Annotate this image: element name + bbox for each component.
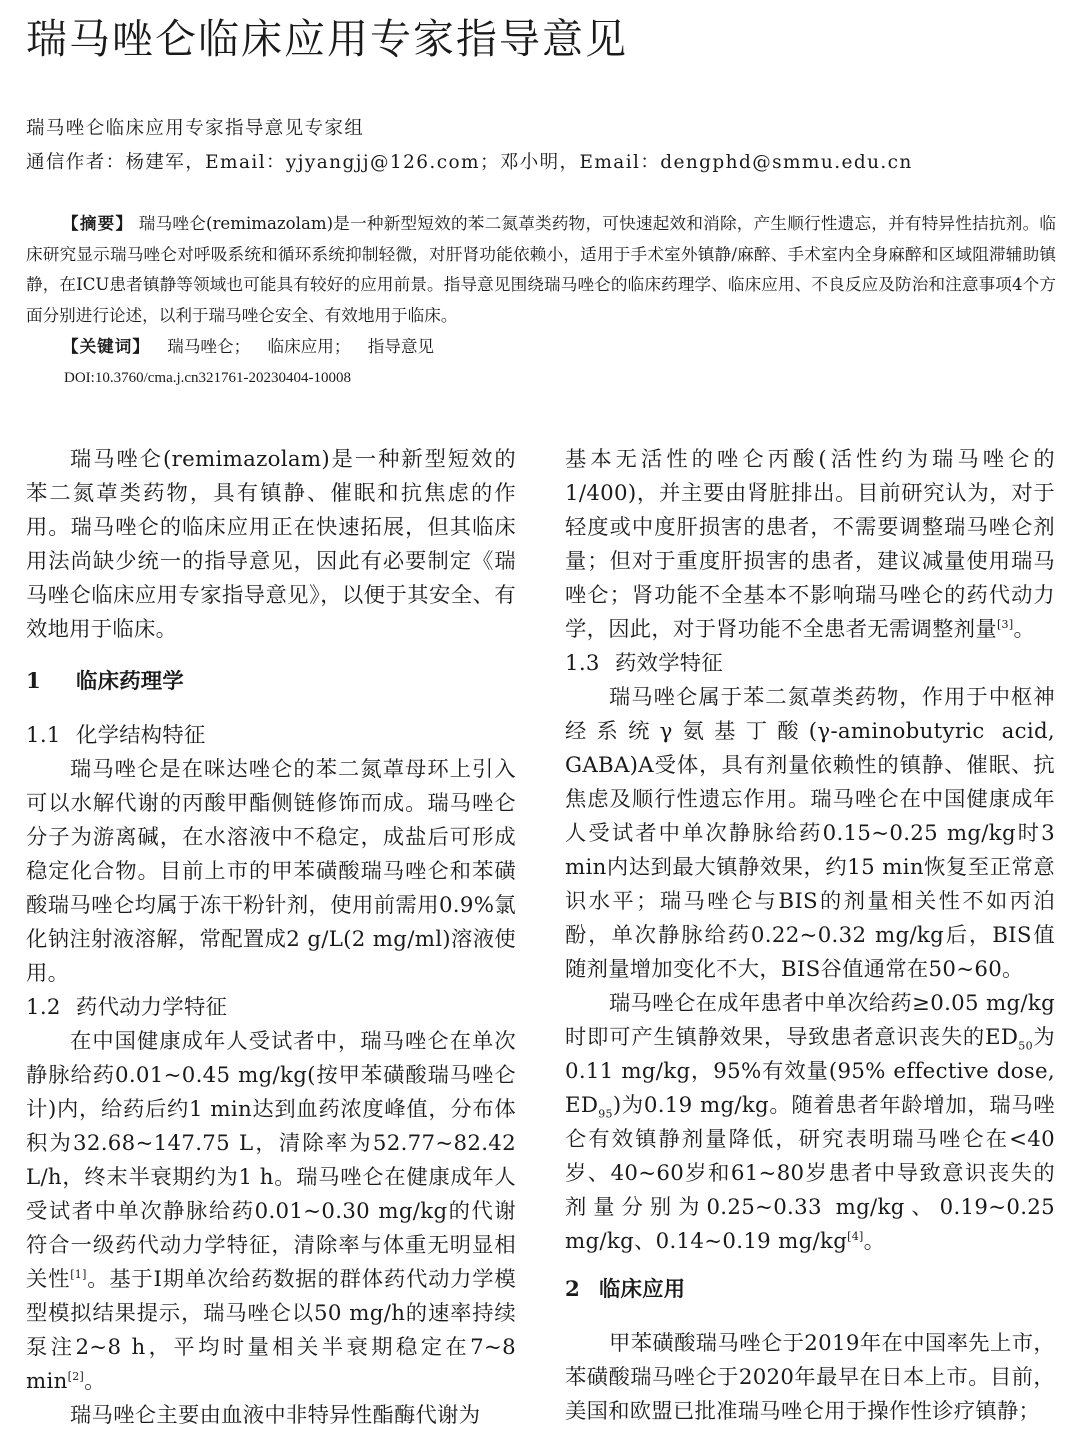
subsection-title: 药效学特征 <box>615 651 723 676</box>
citation-ref[interactable]: [1] <box>70 1267 87 1281</box>
paragraph-1-2-continued: 瑞马唑仑主要由血液中非特异性酯酶代谢为 <box>70 1403 481 1428</box>
intro-paragraph: 瑞马唑仑(remimazolam)是一种新型短效的苯二氮䓬类药物，具有镇静、催眠和抗焦虑的作用。瑞马唑仑的临床应用正在快速拓展，但其临床用法尚缺少统一的指导意见，因此有必要制定《瑞马唑仑临床应用专家指导意见》，以便于其安全、有效地用于临床。 <box>26 447 516 642</box>
paragraph-1-3-a: 瑞马唑仑属于苯二氮䓬类药物，作用于中枢神经系统γ氨基丁酸(γ-aminobutyric acid, GABA)A受体，具有剂量依赖性的镇静、催眠、抗焦虑及顺行性遗忘作用。瑞马唑仑在中国健康成年人受试者中单次静脉给药0.15~0.25 mg/kg时3 min内达到最大镇静效果，约15 min恢复至正常意识水平；瑞马唑仑与BIS的剂量相关性不如丙泊酚，单次静脉给药0.22~0.32 mg/kg后，BIS值随剂量增加变化不大，BIS谷值通常在50~60。 <box>565 685 1055 982</box>
subsection-number: 1.2 <box>26 995 61 1020</box>
abstract-block <box>26 208 1056 393</box>
paragraph-1-3-b <box>565 987 1055 1259</box>
correspondence-line: 通信作者：杨建军，Email：yjyangjj@126.com；邓小明，Email：dengphd@smmu.edu.cn <box>26 152 913 173</box>
section-heading-2 <box>565 1273 1055 1307</box>
paragraph-text: 为0.11 mg/kg，95%有效量(95% effective dose, ED <box>565 1025 1055 1118</box>
citation-ref[interactable]: [2] <box>67 1369 85 1383</box>
subsection-heading-1-3 <box>565 647 1055 681</box>
subsection-heading-1-1 <box>26 719 516 753</box>
article-title: 瑞马唑仑临床应用专家指导意见 <box>26 15 628 63</box>
subsection-number: 1.1 <box>26 723 61 748</box>
section-heading-1 <box>26 665 516 699</box>
keyword-item: 瑞马唑仑； <box>167 337 251 356</box>
subscript: 50 <box>1018 1039 1033 1053</box>
keywords-line <box>26 331 1056 363</box>
section-number: 1 <box>26 669 42 694</box>
abstract-paragraph <box>26 208 1056 331</box>
paragraph-text: 。 <box>84 1369 106 1394</box>
paragraph-continued <box>565 443 1055 647</box>
section-title: 临床应用 <box>599 1277 686 1302</box>
subsection-title: 药代动力学特征 <box>76 995 228 1020</box>
keyword-item: 指导意见 <box>367 337 435 356</box>
keyword-item: 临床应用； <box>267 337 351 356</box>
section-number: 2 <box>565 1277 581 1302</box>
subsection-number: 1.3 <box>565 651 600 676</box>
paragraph-2: 甲苯磺酸瑞马唑仑于2019年在中国率先上市，苯磺酸瑞马唑仑于2020年最早在日本上市。目前，美国和欧盟已批准瑞马唑仑用于操作性诊疗镇静； <box>565 1331 1055 1424</box>
subsection-title: 化学结构特征 <box>76 723 206 748</box>
paragraph-text: 。 <box>1013 617 1036 642</box>
abstract-text: 瑞马唑仑(remimazolam)是一种新型短效的苯二氮䓬类药物，可快速起效和消除，产生顺行性遗忘，并有特异性拮抗剂。临床研究显示瑞马唑仑对呼吸系统和循环系统抑制轻微，对肝肾功能依赖小，适用于手术室外镇静/麻醉、手术室内全身麻醉和区域阻滞辅助镇静，在ICU患者镇静等领域也可能具有较好的应用前景。指导意见围绕瑞马唑仑的临床药理学、临床应用、不良反应及防治和注意事项4个方面分别进行论述，以利于瑞马唑仑安全、有效地用于临床。 <box>26 214 1057 325</box>
paragraph-1-1: 瑞马唑仑是在咪达唑仑的苯二氮䓬母环上引入可以水解代谢的丙酸甲酯侧链修饰而成。瑞马唑仑分子为游离碱，在水溶液中不稳定，成盐后可形成稳定化合物。目前上市的甲苯磺酸瑞马唑仑和苯磺酸瑞马唑仑均属于冻干粉针剂，使用前需用0.9%氯化钠注射液溶解，常配置成2 g/L(2 mg/ml)溶液使用。 <box>26 757 516 986</box>
author-group: 瑞马唑仑临床应用专家指导意见专家组 <box>26 118 365 139</box>
paragraph-text: 基本无活性的唑仑丙酸(活性约为瑞马唑仑的1/400)，并主要由肾脏排出。目前研究认为，对于轻度或中度肝损害的患者，不需要调整瑞马唑仑剂量；但对于重度肝损害的患者，建议减量使用瑞马唑仑；肾功能不全基本不影响瑞马唑仑的药代动力学，因此，对于肾功能不全患者无需调整剂量 <box>565 447 1055 642</box>
paragraph-1-2 <box>26 1025 516 1399</box>
abstract-label: 【摘要】 <box>62 213 134 233</box>
citation-ref[interactable]: [3] <box>996 617 1014 631</box>
paragraph-text: 在中国健康成年人受试者中，瑞马唑仑在单次静脉给药0.01~0.45 mg/kg(按甲苯磺酸瑞马唑仑计)内，给药后约1 min达到血药浓度峰值，分布体积为32.68~147.75 L，清除率为52.77~82.42 L/h，终末半衰期约为1 h。瑞马唑仑在健康成年人受试者中单次静脉给药0.01~0.30 mg/kg的代谢符合一级药代动力学特征，清除率与体重无明显相关性 <box>26 1029 516 1292</box>
paragraph-text: 。基于Ⅰ期单次给药数据的群体药代动力学模型模拟结果提示，瑞马唑仑以50 mg/h的速率持续泵注2~8 h，平均时量相关半衰期稳定在7~8 min <box>26 1267 516 1394</box>
subsection-heading-1-2 <box>26 991 516 1025</box>
keywords-label: 【关键词】 <box>62 336 150 356</box>
right-column <box>565 443 1055 1429</box>
paragraph-text: )为0.19 mg/kg。随着患者年龄增加，瑞马唑仑有效镇静剂量降低，研究表明瑞马唑仑在<40岁、40~60岁和61~80岁患者中导致意识丧失的剂量分别为0.25~0.33 mg/kg、0.19~0.25 mg/kg、0.14~0.19 mg/kg <box>565 1093 1055 1254</box>
paragraph-text: 。 <box>863 1229 886 1254</box>
citation-ref[interactable]: [4] <box>847 1229 864 1243</box>
section-title: 临床药理学 <box>76 669 184 694</box>
subscript: 95 <box>598 1107 613 1121</box>
doi-line: DOI:10.3760/cma.j.cn321761-20230404-10008 <box>64 369 352 386</box>
left-column <box>26 443 516 1433</box>
paragraph-text: 瑞马唑仑在成年患者中单次给药≥0.05 mg/kg时即可产生镇静效果，导致患者意识丧失的ED <box>565 991 1055 1050</box>
